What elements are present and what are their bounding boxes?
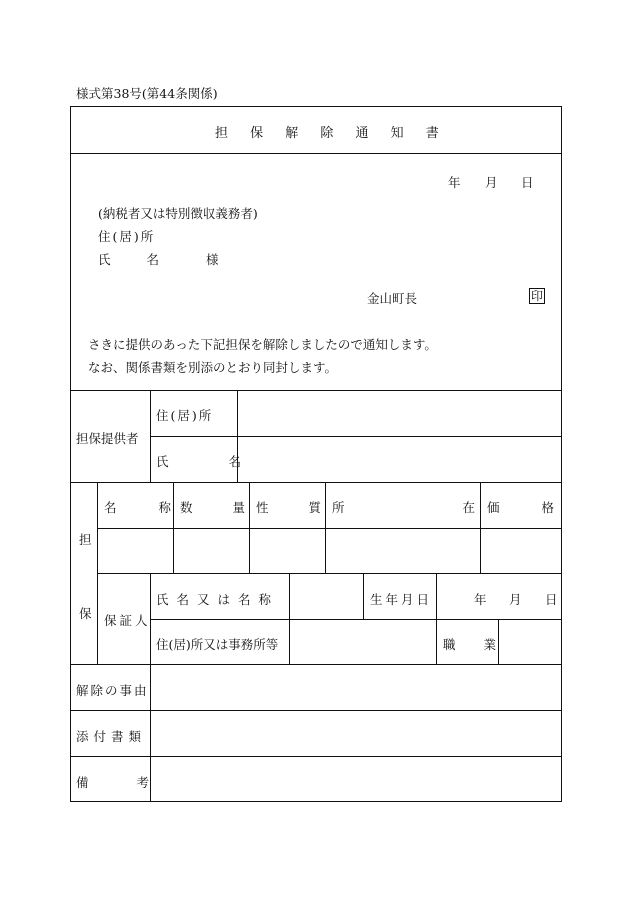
issuer-title: 金山町長 xyxy=(367,291,418,306)
header-price: 価 格 xyxy=(487,500,554,515)
seal-mark: 印 xyxy=(531,289,544,303)
remarks-label: 備 考 xyxy=(76,775,149,790)
addressee-honorific: 様 xyxy=(206,252,219,267)
release-reason-label: 解除の事由 xyxy=(76,683,149,698)
date-month-label: 月 xyxy=(485,175,498,190)
provider-name-label: 氏 名 xyxy=(156,454,241,469)
addressee-name-label: 氏 名 xyxy=(98,252,159,267)
guarantor-birth-label: 生年月日 xyxy=(370,592,433,607)
header-nature: 性 質 xyxy=(256,500,321,515)
collateral-side-label-1: 担 xyxy=(79,532,92,547)
provider-address-label: 住(居)所 xyxy=(156,408,214,423)
addressee-note: (納税者又は特別徴収義務者) xyxy=(98,206,258,221)
body-line-1: さきに提供のあった下記担保を解除しましたので通知します。 xyxy=(88,337,437,352)
collateral-side-label-2: 保 xyxy=(79,606,92,621)
date-day-label: 日 xyxy=(521,175,534,190)
provider-label: 担保提供者 xyxy=(76,431,139,446)
form-number: 様式第38号(第44条関係) xyxy=(76,86,218,101)
attachments-label: 添付書類 xyxy=(76,729,147,744)
body-line-2: なお、関係書類を別添のとおり同封します。 xyxy=(88,360,338,375)
guarantor-label: 保証人 xyxy=(104,613,151,628)
guarantor-birth-day: 日 xyxy=(545,592,558,607)
guarantor-occupation-label: 職 業 xyxy=(443,637,496,652)
header-name: 名 称 xyxy=(104,500,171,515)
guarantor-name-label: 氏名又は名称 xyxy=(156,592,280,607)
addressee-address-label: 住(居)所 xyxy=(98,229,156,244)
document-title: 担 保 解 除 通 知 書 xyxy=(215,126,448,141)
date-year-label: 年 xyxy=(448,175,461,190)
guarantor-address-label: 住(居)所又は事務所等 xyxy=(156,637,279,652)
header-location: 所 在 xyxy=(332,500,475,515)
guarantor-birth-year: 年 xyxy=(474,592,487,607)
header-quantity: 数 量 xyxy=(180,500,245,515)
guarantor-birth-month: 月 xyxy=(509,592,522,607)
